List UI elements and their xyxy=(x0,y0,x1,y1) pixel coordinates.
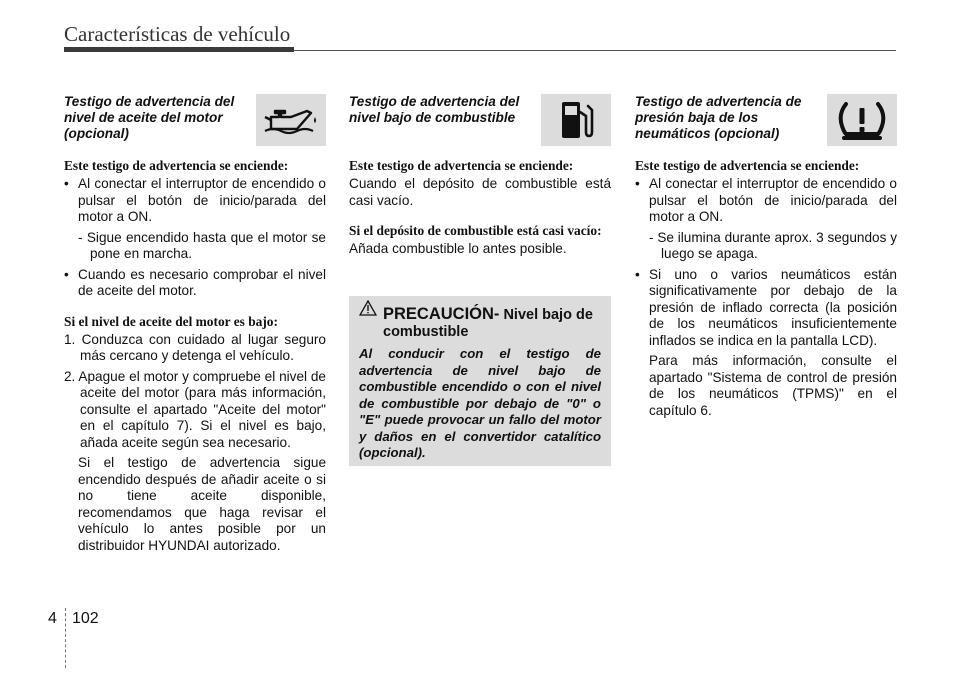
fuel-warning-header xyxy=(349,94,611,152)
tire-pressure-icon xyxy=(827,94,897,146)
oil-bullet-1: • Al conectar el interruptor de encendido o pulsar el botón de inicio/parada del motor a ON. xyxy=(64,176,326,224)
caution-label: PRECAUCIÓN- xyxy=(383,305,500,323)
caution-heading xyxy=(359,306,601,340)
oil-step-2: 2. Apague el motor y compruebe el nivel de aceite del motor (para más información, consulte el apartado "Aceite del motor" en el capítulo 7). Si el nivel es bajo, añada aceite según sea necesario. xyxy=(64,368,326,450)
tire-bullet-1: • Al conectar el interruptor de encendido o pulsar el botón de inicio/parada del motor a ON. xyxy=(635,176,897,224)
oil-warning-section xyxy=(64,94,326,554)
fuel-text-2: Añada combustible lo antes posible. xyxy=(349,241,567,256)
caution-title: Nivel bajo de combustible xyxy=(383,307,593,340)
tire-pressure-section xyxy=(635,94,897,419)
header-rule-thick xyxy=(64,47,294,52)
header-rule-thin xyxy=(294,50,896,51)
page-number: 102 xyxy=(72,610,99,627)
fuel-warning-section xyxy=(349,94,611,258)
caution-body: Al conducir con el testigo de advertencia de nivel bajo de combustible encendido o con el nivel de combustible por debajo de "0" o "E" puede provocar un fallo del motor y daños en el convertidor catalítico (opcional). xyxy=(359,346,601,460)
footer-divider xyxy=(65,608,67,668)
oil-dash-1: - Sigue encendido hasta que el motor se pone en marcha. xyxy=(78,229,326,261)
oil-warning-header xyxy=(64,94,326,152)
oil-bullet-2: • Cuando es necesario comprobar el nivel de aceite del motor. xyxy=(64,266,326,298)
fuel-sub-heading-2: Si el depósito de combustible está casi vacío: xyxy=(349,223,602,238)
tire-bullet-2: • Si uno o varios neumáticos están significativamente por debajo de la presión de inflado correcta (la posición de los neumáticos insuficientemente inflados se indica en la pantalla LCD). xyxy=(635,266,897,348)
oil-paragraph: Si el testigo de advertencia sigue encendido después de añadir aceite o si no tiene aceite disponible, recomendamos que haga revisar el vehículo lo antes posible por un distribuidor HYUNDAI autorizado. xyxy=(78,455,326,553)
fuel-warning-title: Testigo de advertencia del nivel bajo de combustible xyxy=(349,94,520,125)
chapter-number: 4 xyxy=(48,610,57,627)
tire-pressure-header xyxy=(635,94,897,152)
oil-sub-heading-1: Este testigo de advertencia se enciende: xyxy=(64,158,289,173)
warning-triangle-icon xyxy=(359,300,377,321)
tire-pressure-title: Testigo de advertencia de presión baja de los neumáticos (opcional) xyxy=(635,94,802,141)
tire-paragraph: Para más información, consulte el apartado "Sistema de control de presión de los neumáticos (TPMS)" en el capítulo 6. xyxy=(649,353,897,418)
oil-can-icon xyxy=(256,94,326,146)
fuel-pump-icon xyxy=(541,94,611,146)
oil-step-1: 1. Conduzca con cuidado al lugar seguro más cercano y detenga el vehículo. xyxy=(64,331,326,363)
tire-sub-heading-1: Este testigo de advertencia se enciende: xyxy=(635,158,860,173)
fuel-sub-heading-1: Este testigo de advertencia se enciende: xyxy=(349,158,574,173)
fuel-caution-box xyxy=(349,296,611,466)
fuel-text-1: Cuando el depósito de combustible está casi vacío. xyxy=(349,176,611,208)
oil-warning-title: Testigo de advertencia del nivel de aceite del motor (opcional) xyxy=(64,94,235,141)
oil-sub-heading-2: Si el nivel de aceite del motor es bajo: xyxy=(64,313,278,329)
tire-dash-1: - Se ilumina durante aprox. 3 segundos y luego se apaga. xyxy=(649,229,897,261)
page-header-title: Características de vehículo xyxy=(64,22,291,46)
